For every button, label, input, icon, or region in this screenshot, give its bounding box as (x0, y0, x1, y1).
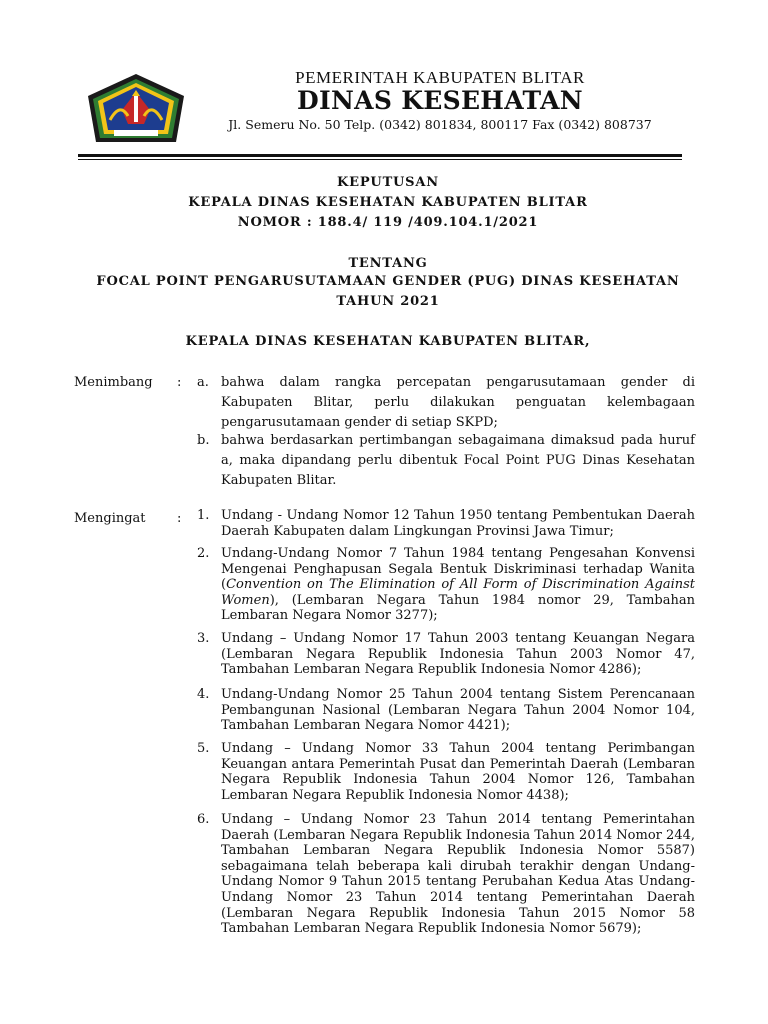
agency-address: Jl. Semeru No. 50 Telp. (0342) 801834, 800117 Fax (0342) 808737 (228, 117, 652, 132)
decree-subject: FOCAL POINT PENGARUSUTAMAAN GENDER (PUG) DINAS KESEHATAN (96, 274, 680, 289)
government-name: PEMERINTAH KABUPATEN BLITAR (295, 68, 585, 87)
decree-issuer: KEPALA DINAS KESEHATAN KABUPATEN BLITAR (188, 195, 588, 210)
menimbang-mark-b: b. (197, 433, 210, 448)
mengingat-item-6: Undang – Undang Nomor 23 Tahun 2014 tentang Pemerintahan Daerah (Lembaran Negara Republik Indonesia Tahun 2014 Nomor 244, Tambahan Lembaran Negara Republik Indonesia Nomor 5587) sebagaimana telah beberapa kali dirubah terakhir dengan Undang-Undang Nomor 9 Tahun 2015 tentang Perubahan Kedua Atas Undang-Undang Nomor 23 Tahun 2014 tentang Pemerintahan Daerah (Lembaran Negara Republik Indonesia Tahun 2015 Nomor 58 Tambahan Lembaran Negara Republik Indonesia Nomor 5679); (221, 812, 695, 937)
header-divider-thick (78, 154, 682, 157)
menimbang-label: Menimbang (74, 375, 153, 390)
mengingat-mark-5: 5. (197, 741, 210, 756)
mengingat-mark-3: 3. (197, 631, 210, 646)
mengingat-mark-2: 2. (197, 546, 210, 561)
decree-title: KEPUTUSAN (337, 175, 439, 190)
menimbang-mark-a: a. (197, 375, 209, 390)
mengingat-item-2-text-a: Undang-Undang Nomor 7 Tahun 1984 tentang Pengesahan Konvensi Mengenai Penghapusan Segala Bentuk Diskriminasi terhadap Wanita ( (221, 546, 695, 593)
mengingat-item-5: Undang – Undang Nomor 33 Tahun 2004 tentang Perimbangan Keuangan antara Pemerintah Pusat dan Pemerintah Daerah (Lembaran Negara Republik Indonesia Tahun 2004 Nomor 126, Tambahan Lembaran Negara Republik Indonesia Nomor 4438); (221, 741, 695, 803)
mengingat-item-4: Undang-Undang Nomor 25 Tahun 2004 tentang Sistem Perencanaan Pembangunan Nasional (Lembaran Negara Tahun 2004 Nomor 104, Tambahan Lembaran Negara Nomor 4421); (221, 687, 695, 734)
mengingat-mark-1: 1. (197, 508, 210, 523)
menimbang-item-b: bahwa berdasarkan pertimbangan sebagaimana dimaksud pada huruf a, maka dipandang perlu dibentuk Focal Point PUG Dinas Kesehatan Kabupaten Blitar. (221, 433, 695, 488)
decree-number: NOMOR : 188.4/ 119 /409.104.1/2021 (237, 215, 539, 230)
mengingat-mark-4: 4. (197, 687, 210, 702)
menimbang-item-a: bahwa dalam rangka percepatan pengarusutamaan gender di Kabupaten Blitar, perlu dilakukan penguatan kelembagaan pengarusutamaan gender di setiap SKPD; (221, 375, 695, 430)
mengingat-item-2-text-b: ), (Lembaran Negara Tahun 1984 nomor 29, Tambahan Lembaran Negara Nomor 3277); (221, 592, 695, 624)
mengingat-mark-6: 6. (197, 812, 210, 827)
decree-signatory-heading: KEPALA DINAS KESEHATAN KABUPATEN BLITAR, (185, 334, 591, 349)
header-divider-thin (78, 159, 682, 160)
regency-crest-icon (84, 72, 188, 146)
decree-about-label: TENTANG (348, 256, 428, 271)
menimbang-colon: : (177, 375, 182, 390)
mengingat-item-2-italic: Convention on The Elimination of All Form of Discrimination Against Women (221, 577, 695, 608)
mengingat-label: Mengingat (74, 511, 146, 526)
agency-name: DINAS KESEHATAN (297, 86, 583, 115)
mengingat-colon: : (177, 511, 182, 526)
mengingat-item-1: Undang - Undang Nomor 12 Tahun 1950 tentang Pembentukan Daerah Daerah Kabupaten dalam Lingkungan Provinsi Jawa Timur; (221, 508, 695, 539)
decree-year: TAHUN 2021 (336, 294, 440, 309)
mengingat-item-2 (221, 546, 695, 624)
mengingat-item-3: Undang – Undang Nomor 17 Tahun 2003 tentang Keuangan Negara (Lembaran Negara Republik Indonesia Tahun 2003 Nomor 47, Tambahan Lembaran Negara Republik Indonesia Nomor 4286); (221, 631, 695, 678)
